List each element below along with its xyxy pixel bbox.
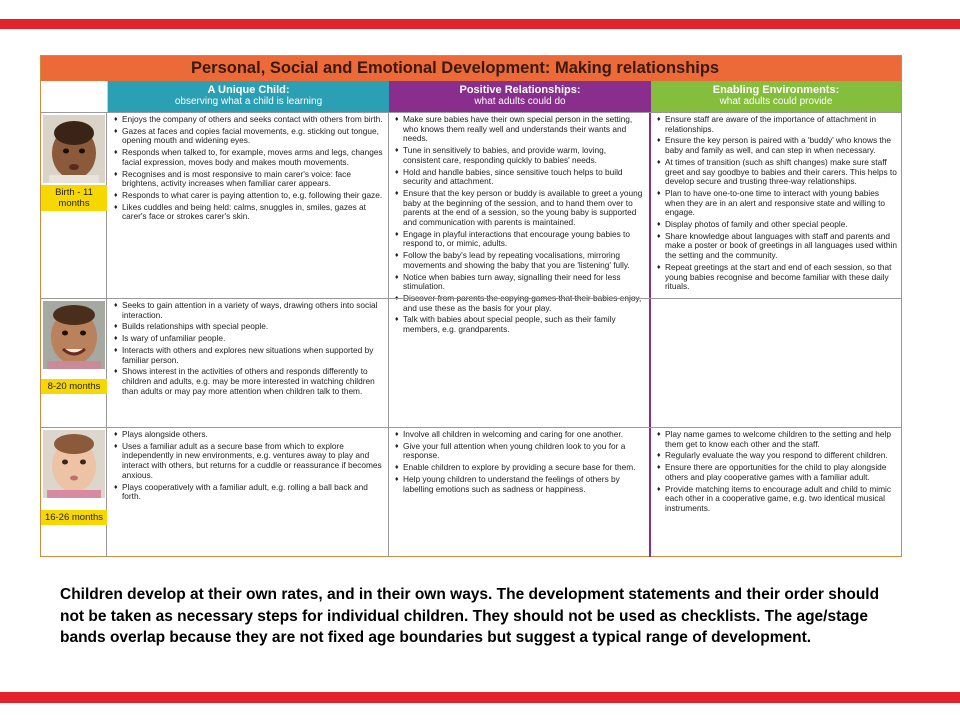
age-band-label: 16-26 months — [41, 510, 107, 525]
bullet-item: ♦ Plays alongside others. — [114, 430, 384, 440]
bullet-item: ♦ Enjoys the company of others and seeks contact with others from birth. — [114, 115, 384, 125]
bullet-item: ♦ Plays cooperatively with a familiar adult, e.g. rolling a ball back and forth. — [114, 483, 384, 502]
bullet-item: ♦ Engage in playful interactions that encourage young babies to respond to, or mimic, adults. — [395, 230, 645, 249]
caption-text: Children develop at their own rates, and in their own ways. The development statements and their order should not be taken as necessary steps for individual children. They should not be used as checklists. The age/stage bands overlap because they are not fixed age boundaries but suggest a typical range of development. — [60, 586, 880, 646]
bullet-item: ♦ Share knowledge about languages with staff and parents and make a poster or book of greetings in all languages used within the setting and the community. — [657, 232, 897, 261]
header-positive-relationships — [389, 81, 651, 112]
baby-photo — [43, 115, 105, 183]
positive-relationships-cell — [389, 299, 651, 428]
age-band-label: Birth - 11 months — [41, 185, 107, 211]
bullet-item: ♦ Is wary of unfamiliar people. — [114, 334, 384, 344]
bullet-item: ♦ Uses a familiar adult as a secure base from which to explore independently in new environments, e.g. ventures away to play and interact with others, but returns for a cuddle or reassurance if becomes anxious. — [114, 442, 384, 481]
bullet-item: ♦ Involve all children in welcoming and caring for one another. — [395, 430, 645, 440]
bullet-item: ♦ Make sure babies have their own special person in the setting, who knows them really well and understands their wants and needs. — [395, 115, 645, 144]
header-heading: A Unique Child: — [207, 84, 290, 96]
header-heading: Enabling Environments: — [712, 84, 840, 96]
bullet-item: ♦ At times of transition (such as shift changes) make sure staff greet and say goodbye to babies and their carers. This helps to develop secure and trusting three-way relationships. — [657, 158, 897, 187]
bullet-item: ♦ Shows interest in the activities of others and responds differently to children and adults, e.g. may be more interested in watching children than adults or may pay more attention when children talk to them. — [114, 367, 384, 396]
bullet-item: ♦ Interacts with others and explores new situations when supported by familiar person. — [114, 346, 384, 365]
bullet-item: ♦ Recognises and is most responsive to main carer's voice: face brightens, activity increases when familiar carer appears. — [114, 170, 384, 189]
bullet-item: ♦ Ensure that the key person or buddy is available to greet a young baby at the beginning of the session, and to hand them over to parents at the end of a session, so the young baby is supported and communication with parents is maintained. — [395, 189, 645, 228]
bullet-item: ♦ Ensure there are opportunities for the child to play alongside others and play cooperative games with a familiar adult. — [657, 463, 897, 482]
bullet-item: ♦ Responds to what carer is paying attention to, e.g. following their gaze. — [114, 191, 384, 201]
eyfs-document — [40, 55, 902, 557]
header-unique-child — [108, 81, 389, 112]
unique-child-cell — [108, 428, 389, 557]
bullet-item: ♦ Gazes at faces and copies facial movements, e.g. sticking out tongue, opening mouth and widening eyes. — [114, 127, 384, 146]
header-enabling-environments — [651, 81, 901, 112]
bullet-item: ♦ Likes cuddles and being held: calms, snuggles in, smiles, gazes at carer's face or strokes carer's skin. — [114, 203, 384, 222]
bullet-item: ♦ Provide matching items to encourage adult and child to mimic each other in a cooperative game, e.g. two identical musical instruments. — [657, 485, 897, 514]
child-photo-cell — [41, 299, 107, 428]
bullet-item: ♦ Responds when talked to, for example, moves arms and legs, changes facial expression, moves body and makes mouth movements. — [114, 148, 384, 167]
bullet-item: ♦ Discover from parents the copying games that their babies enjoy, and use these as the basis for your play. — [395, 294, 645, 313]
header-blank — [41, 81, 108, 112]
bullet-item: ♦ Help young children to understand the feelings of others by labelling emotions such as sadness or happiness. — [395, 475, 645, 494]
age-band-label: 8-20 months — [41, 379, 107, 394]
child-photo-cell — [41, 428, 107, 557]
age-row — [41, 298, 901, 428]
positive-relationships-cell — [389, 113, 651, 335]
bullet-item: ♦ Enable children to explore by providing a secure base for them. — [395, 463, 645, 473]
enabling-environments-cell — [651, 428, 901, 557]
unique-child-cell — [108, 299, 389, 428]
bullet-item: ♦ Seeks to gain attention in a variety of ways, drawing others into social interaction. — [114, 301, 384, 320]
top-red-bar — [0, 19, 960, 29]
bullet-item: ♦ Ensure the key person is paired with a 'buddy' who knows the baby and family as well, and can step in when necessary. — [657, 136, 897, 155]
bullet-item: ♦ Play name games to welcome children to the setting and help them get to know each other and the staff. — [657, 430, 897, 449]
bullet-item: ♦ Hold and handle babies, since sensitive touch helps to build security and attachment. — [395, 168, 645, 187]
bullet-item: ♦ Give your full attention when young children look to you for a response. — [395, 442, 645, 461]
bullet-item: ♦ Plan to have one-to-one time to interact with young babies when they are in an alert and responsive state and willing to engage. — [657, 189, 897, 218]
bullet-item: ♦ Notice when babies turn away, signalling their need for less stimulation. — [395, 273, 645, 292]
document-title: Personal, Social and Emotional Development: Making relationships — [41, 56, 901, 81]
bullet-item: ♦ Repeat greetings at the start and end of each session, so that young babies recognise and become familiar with these daily rituals. — [657, 263, 897, 292]
bullet-item: ♦ Builds relationships with special people. — [114, 322, 384, 332]
enabling-environments-cell — [651, 113, 901, 299]
age-row — [41, 427, 901, 557]
header-sub: what adults could provide — [719, 96, 833, 107]
bottom-red-bar — [0, 692, 960, 703]
child-photo-cell — [41, 113, 107, 299]
bullet-item: ♦ Talk with babies about special people, such as their family members, e.g. grandparents. — [395, 315, 645, 334]
bullet-item: ♦ Regularly evaluate the way you respond to different children. — [657, 451, 897, 461]
bullet-item: ♦ Ensure staff are aware of the importance of attachment in relationships. — [657, 115, 897, 134]
header-sub: observing what a child is learning — [174, 96, 323, 107]
positive-relationships-cell — [389, 428, 651, 557]
unique-child-cell — [108, 113, 389, 299]
child-photo — [43, 430, 105, 498]
toddler-photo — [43, 301, 105, 369]
header-sub: what adults could do — [474, 96, 566, 107]
bullet-item: ♦ Tune in sensitively to babies, and provide warm, loving, consistent care, responding quickly to babies' needs. — [395, 146, 645, 165]
header-heading: Positive Relationships: — [459, 84, 581, 96]
enabling-environments-cell — [651, 299, 901, 428]
bullet-item: ♦ Display photos of family and other special people. — [657, 220, 897, 230]
bullet-item: ♦ Follow the baby's lead by repeating vocalisations, mirroring movements and showing the baby that you are 'listening' fully. — [395, 251, 645, 270]
